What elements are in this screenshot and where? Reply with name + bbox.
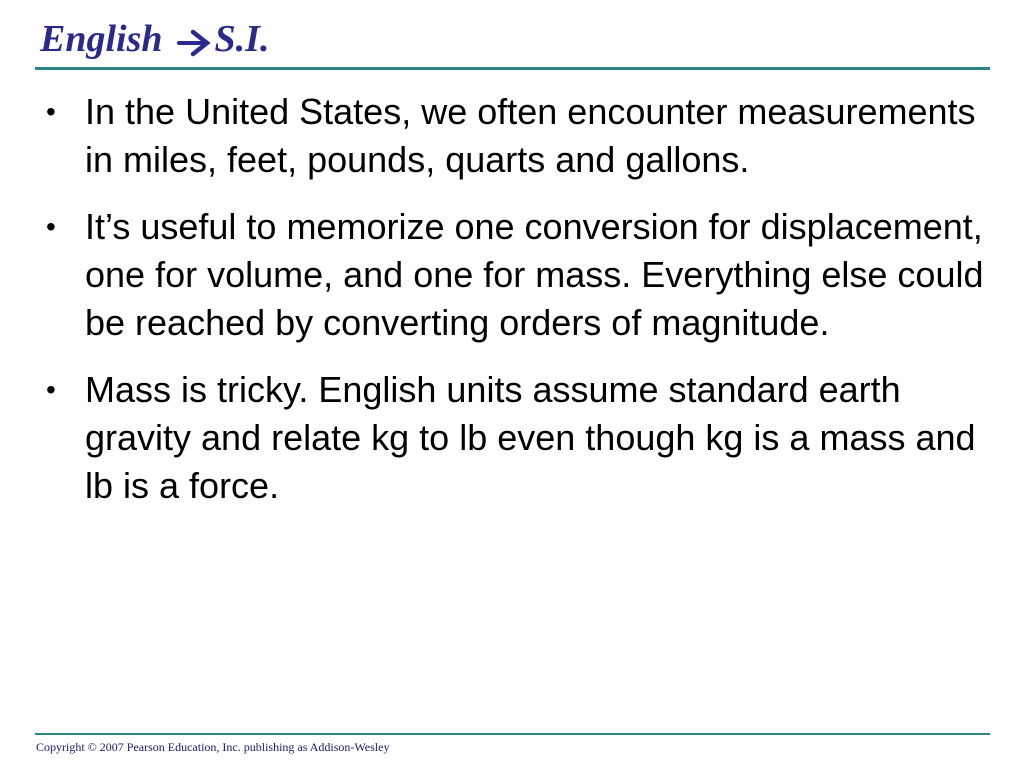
bullet-text: In the United States, we often encounter measurements in miles, feet, pounds, quarts and gallons. bbox=[85, 91, 976, 180]
bullet-text: Mass is tricky. English units assume standard earth gravity and relate kg to lb even though kg is a mass and lb is a force. bbox=[85, 369, 976, 506]
title-left-text: English bbox=[40, 18, 163, 60]
bullet-list bbox=[46, 88, 986, 529]
bullet-item bbox=[46, 88, 986, 184]
bullet-marker: • bbox=[46, 96, 56, 127]
bullet-item bbox=[46, 366, 986, 510]
right-arrow-icon bbox=[177, 24, 211, 54]
bullet-marker: • bbox=[46, 211, 56, 242]
copyright-footer: Copyright © 2007 Pearson Education, Inc. publishing as Addison-Wesley bbox=[36, 740, 390, 754]
title-right-text: S.I. bbox=[214, 18, 270, 60]
footer-divider bbox=[35, 733, 990, 735]
slide-title bbox=[40, 14, 269, 64]
bullet-item bbox=[46, 203, 986, 347]
bullet-text: It’s useful to memorize one conversion for displacement, one for volume, and one for mass. Everything else could be reached by converting orders of magnitude. bbox=[85, 206, 984, 343]
bullet-marker: • bbox=[46, 374, 56, 405]
title-divider bbox=[35, 67, 990, 70]
